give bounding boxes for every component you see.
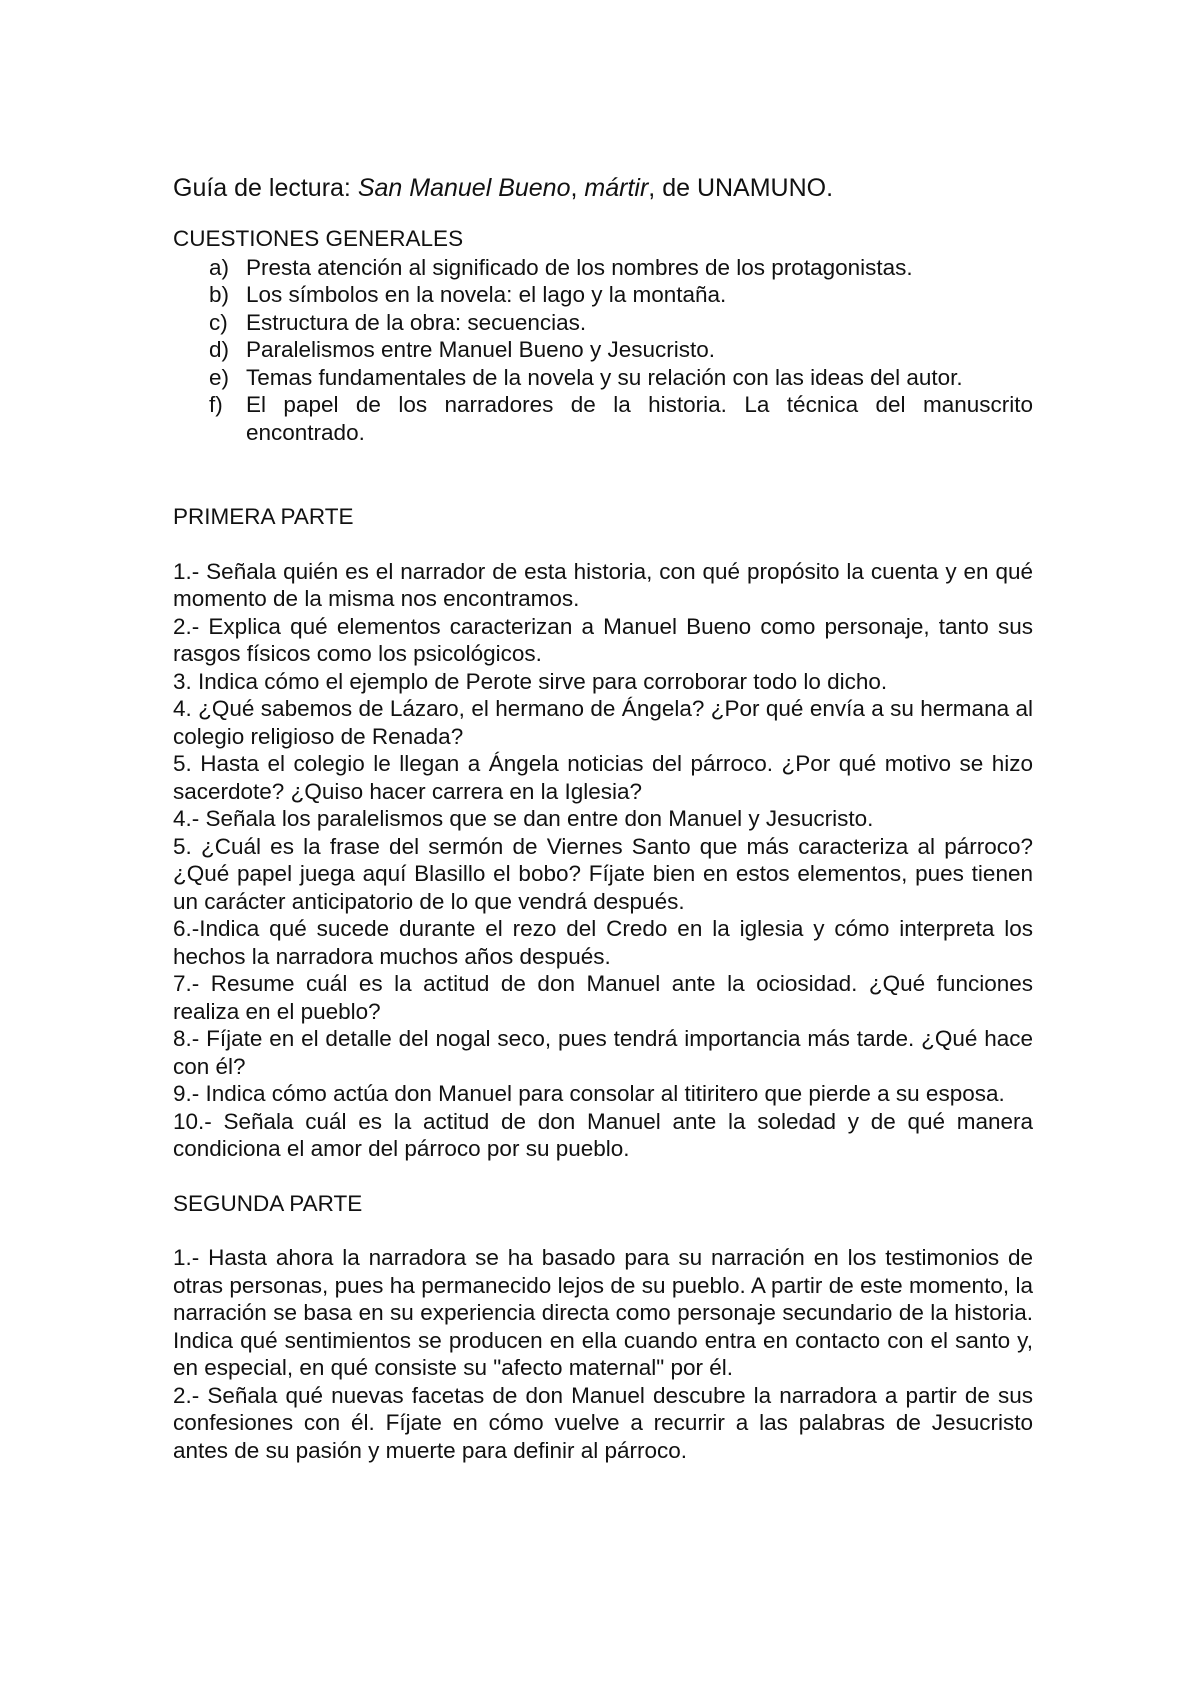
general-questions-list [173, 254, 1033, 447]
list-item-text: Presta atención al significado de los nombres de los protagonistas. [246, 254, 913, 280]
list-marker: e) [209, 364, 230, 390]
question-item: 2.- Señala qué nuevas facetas de don Manuel descubre la narradora a partir de sus confesiones con él. Fíjate en cómo vuelve a recurrir a las palabras de Jesucristo antes de su pasión y muerte para definir al párroco. [173, 1382, 1033, 1463]
list-marker: f) [209, 392, 223, 417]
question-item: 8.- Fíjate en el detalle del nogal seco, pues tendrá importancia más tarde. ¿Qué hace con él? [173, 1026, 1033, 1079]
question-item: 1.- Hasta ahora la narradora se ha basado para su narración en los testimonios de otras personas, pues ha permanecido lejos de su pueblo. A partir de este momento, la narración se basa en su experiencia directa como personaje secundario de la historia. Indica qué sentimientos se producen en ella cuando entra en contacto con el santo y, en especial, en qué consiste su "afecto maternal" por él. [173, 1245, 1033, 1380]
document-page [173, 172, 1033, 1464]
list-item-text: Temas fundamentales de la novela y su relación con las ideas del autor. [246, 364, 963, 390]
list-marker: b) [209, 282, 230, 307]
list-marker: a) [209, 254, 230, 280]
question-item: 10.- Señala cuál es la actitud de don Manuel ante la soledad y de qué manera condiciona el amor del párroco por su pueblo. [173, 1108, 1033, 1161]
title-work: San Manuel Bueno [357, 174, 571, 202]
question-item: 1.- Señala quién es el narrador de esta historia, con qué propósito la cuenta y en qué momento de la misma nos encontramos. [173, 558, 1033, 611]
list-item-text: Paralelismos entre Manuel Bueno y Jesucristo. [246, 337, 715, 362]
title-suffix: , de UNAMUNO. [648, 174, 834, 202]
list-item-text: El papel de los narradores de la historia. La técnica del manuscrito encontrado. [246, 392, 1033, 445]
list-item [173, 391, 1033, 446]
question-item: 5. ¿Cuál es la frase del sermón de Viernes Santo que más caracteriza al párroco? ¿Qué papel juega aquí Blasillo el bobo? Fíjate bien en estos elementos, pues tienen un carácter anticipatorio de lo que vendrá después. [173, 833, 1033, 914]
spacer [173, 446, 1033, 503]
title-prefix: Guía de lectura: [173, 174, 358, 202]
list-item-text: Estructura de la obra: secuencias. [246, 309, 587, 335]
section-heading-segunda: SEGUNDA PARTE [173, 1190, 363, 1216]
document-title [173, 172, 1033, 204]
list-item [173, 254, 1033, 282]
spacer [173, 1163, 1033, 1190]
list-marker: d) [209, 337, 230, 362]
section-heading-generales: CUESTIONES GENERALES [173, 226, 464, 251]
list-item [173, 281, 1033, 309]
list-item [173, 309, 1033, 337]
section-heading-primera: PRIMERA PARTE [173, 504, 354, 529]
spacer [173, 531, 1033, 558]
question-item: 2.- Explica qué elementos caracterizan a Manuel Bueno como personaje, tanto sus rasgos físicos como los psicológicos. [173, 613, 1033, 666]
question-item: 7.- Resume cuál es la actitud de don Manuel ante la ociosidad. ¿Qué funciones realiza en el pueblo? [173, 971, 1033, 1024]
question-item: 9.- Indica cómo actúa don Manuel para consolar al titiritero que pierde a su esposa. [173, 1081, 1005, 1106]
list-item [173, 336, 1033, 364]
list-item [173, 364, 1033, 392]
question-item: 3. Indica cómo el ejemplo de Perote sirve para corroborar todo lo dicho. [173, 668, 888, 694]
title-subtitle: mártir [584, 174, 649, 202]
list-item-text: Los símbolos en la novela: el lago y la montaña. [246, 282, 727, 307]
spacer [173, 1217, 1033, 1244]
question-item: 6.-Indica qué sucede durante el rezo del Credo en la iglesia y cómo interpreta los hechos la narradora muchos años después. [173, 916, 1033, 969]
question-item: 5. Hasta el colegio le llegan a Ángela noticias del párroco. ¿Por qué motivo se hizo sacerdote? ¿Quiso hacer carrera en la Iglesia? [173, 751, 1033, 804]
question-item: 4.- Señala los paralelismos que se dan entre don Manuel y Jesucristo. [173, 806, 874, 831]
title-separator: , [570, 174, 585, 202]
list-marker: c) [209, 309, 228, 335]
question-item: 4. ¿Qué sabemos de Lázaro, el hermano de Ángela? ¿Por qué envía a su hermana al colegio religioso de Renada? [173, 696, 1033, 749]
